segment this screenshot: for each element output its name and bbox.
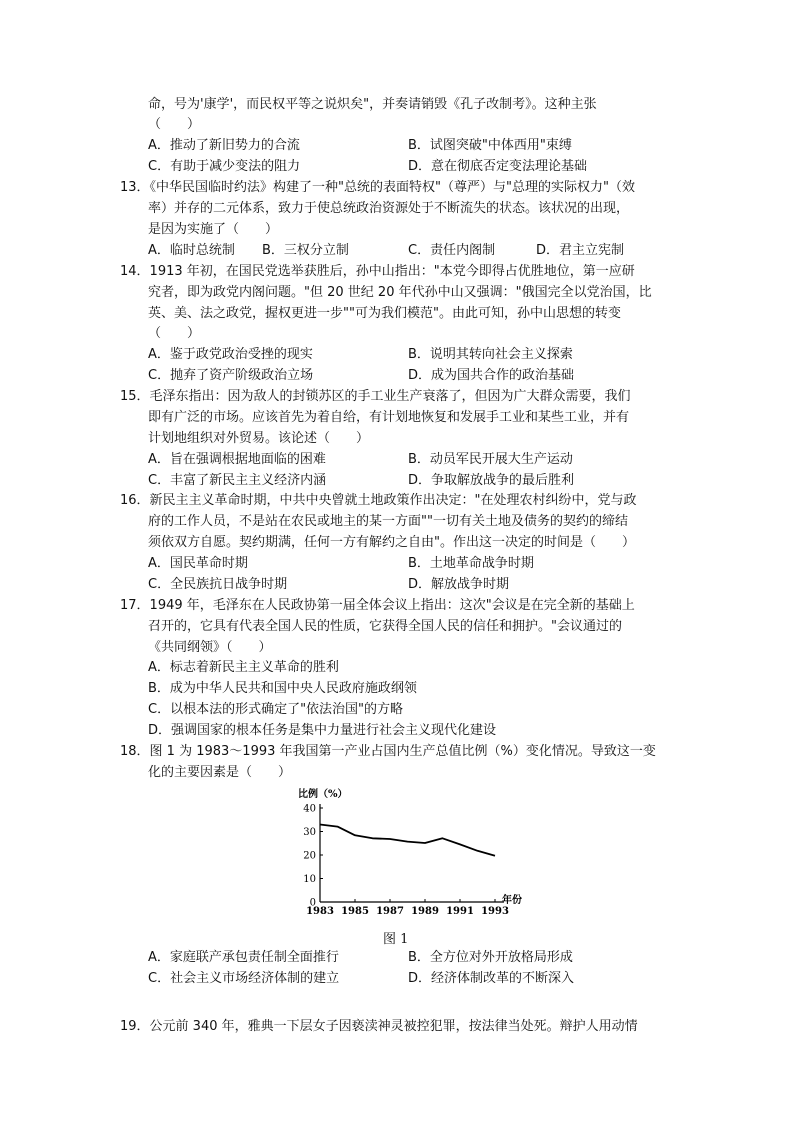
q16-stem-line: 府的工作人员，不是站在农民或地主的某一方面""一切有关土地及债务的契约的缔结 [148, 514, 628, 529]
q19-stem-line: 19．公元前 340 年，雅典一下层女子因亵渎神灵被控犯罪，按法律当处死。辩护人用动情 [120, 1019, 638, 1034]
q15-option-c[interactable]: C．丰富了新民主主义经济内涵 [148, 473, 327, 488]
q14-stem-line: （ ） [148, 326, 201, 341]
q14-stem-line: 究者，即为政党内阁问题。"但 20 世纪 20 年代孙中山又强调："俄国完全以党治国，比 [148, 285, 652, 300]
q15-stem-line: 计划地组织对外贸易。该论述（ ） [148, 431, 370, 446]
q16-option-b[interactable]: B．土地革命战争时期 [408, 556, 534, 571]
q14-option-d[interactable]: D．成为国共合作的政治基础 [408, 368, 575, 383]
x-tick-label: 1983 [306, 906, 334, 917]
line-chart [290, 786, 530, 920]
q17-option-b[interactable]: B．成为中华人民共和国中央人民政府施政纲领 [148, 681, 417, 696]
q14-option-b[interactable]: B．说明其转向社会主义探索 [408, 347, 573, 362]
q16-stem-line: 16．新民主主义革命时期，中共中央曾就土地政策作出决定："在处理农村纠纷中，党与政 [120, 493, 637, 508]
series-line-primary-sector-share [320, 825, 495, 856]
y-tick-label: 10 [303, 874, 316, 885]
q14-option-a[interactable]: A．鉴于政党政治受挫的现实 [148, 347, 313, 362]
q17-stem-line: 17．1949 年，毛泽东在人民政协第一届全体会议上指出：这次"会议是在完全新的基础上 [120, 598, 635, 613]
q17-option-d[interactable]: D．强调国家的根本任务是集中力量进行社会主义现代化建设 [148, 723, 497, 738]
q12-option-b[interactable]: B．试图突破"中体西用"束缚 [408, 138, 572, 153]
q18-option-d[interactable]: D．经济体制改革的不断深入 [408, 971, 575, 986]
q13-stem-line: 13．《中华民国临时约法》构建了一种"总统的表面特权"（尊严）与"总理的实际权力"（效 [120, 180, 635, 195]
q18-option-a[interactable]: A．家庭联产承包责任制全面推行 [148, 950, 339, 965]
q13-option-c[interactable]: C．责任内阁制 [408, 243, 496, 258]
q12-option-d[interactable]: D．意在彻底否定变法理论基础 [408, 159, 588, 174]
x-tick-label: 1991 [446, 906, 474, 917]
q12-option-c[interactable]: C．有助于减少变法的阻力 [148, 159, 301, 174]
y-axis-title: 比例（%） [298, 789, 348, 800]
q14-option-c[interactable]: C．抛弃了资产阶级政治立场 [148, 368, 314, 383]
q12-stem-line: （ ） [148, 117, 201, 132]
q13-option-d[interactable]: D．君主立宪制 [536, 243, 625, 258]
q15-option-a[interactable]: A．旨在强调根据地面临的困难 [148, 452, 326, 467]
q18-option-b[interactable]: B．全方位对外开放格局形成 [408, 950, 573, 965]
y-tick-label: 0 [309, 897, 316, 909]
q17-option-a[interactable]: A．标志着新民主主义革命的胜利 [148, 660, 339, 675]
q16-option-a[interactable]: A．国民革命时期 [148, 556, 248, 571]
q17-stem-line: 召开的，它具有代表全国人民的性质，它获得全国人民的信任和拥护。"会议通过的 [148, 619, 622, 634]
x-tick-label: 1993 [481, 906, 509, 917]
q12-stem-line: 命，号为'康学'，而民权平等之说炽矣"，并奏请销毁《孔子改制考》。这种主张 [148, 97, 597, 112]
q15-option-b[interactable]: B．动员军民开展大生产运动 [408, 452, 573, 467]
q15-stem-line: 15．毛泽东指出：因为敌人的封锁苏区的手工业生产衰落了，但因为广大群众需要，我们 [120, 389, 631, 404]
q14-stem-line: 英、美、法之政党，握权更进一步""可为我们模范"。由此可知，孙中山思想的转变 [148, 306, 621, 321]
q12-option-a[interactable]: A．推动了新旧势力的合流 [148, 138, 300, 153]
y-tick-label: 40 [303, 803, 316, 815]
x-axis-title: 年份 [502, 895, 522, 906]
x-tick-label: 1987 [376, 906, 404, 917]
y-tick-label: 30 [303, 827, 316, 838]
q16-stem-line: 须依双方自愿。契约期满，任何一方有解约之自由"。作出这一决定的时间是（ ） [148, 535, 635, 550]
figure-caption: 图 1 [383, 932, 409, 947]
q18-stem-line: 化的主要因素是（ ） [148, 765, 292, 780]
q16-option-c[interactable]: C．全民族抗日战争时期 [148, 577, 288, 592]
q14-stem-line: 14．1913 年初，在国民党选举获胜后，孙中山指出："本党今即得占优胜地位，第一应研 [120, 264, 635, 279]
q16-option-d[interactable]: D．解放战争时期 [408, 577, 510, 592]
q15-option-d[interactable]: D．争取解放战争的最后胜利 [408, 473, 575, 488]
q18-option-c[interactable]: C．社会主义市场经济体制的建立 [148, 971, 340, 986]
q17-option-c[interactable]: C．以根本法的形式确定了"依法治国"的方略 [148, 702, 404, 717]
q15-stem-line: 即有广泛的市场。应该首先为着自给，有计划地恢复和发展手工业和某些工业，并有 [148, 410, 630, 425]
q13-stem-line: 率）并存的二元体系，致力于使总统政治资源处于不断流失的状态。该状况的出现， [148, 201, 630, 216]
x-tick-label: 1989 [411, 906, 439, 917]
q13-option-b[interactable]: B．三权分立制 [262, 243, 349, 258]
x-tick-label: 1985 [341, 906, 369, 917]
q13-stem-line: 是因为实施了（ ） [148, 222, 279, 237]
q18-stem-line: 18．图 1 为 1983～1993 年我国第一产业占国内生产总值比例（%）变化情况。导致这一变 [120, 744, 656, 759]
q17-stem-line: 《共同纲领》（ ） [148, 640, 272, 655]
q13-option-a[interactable]: A．临时总统制 [148, 243, 235, 258]
y-tick-label: 20 [303, 850, 316, 862]
